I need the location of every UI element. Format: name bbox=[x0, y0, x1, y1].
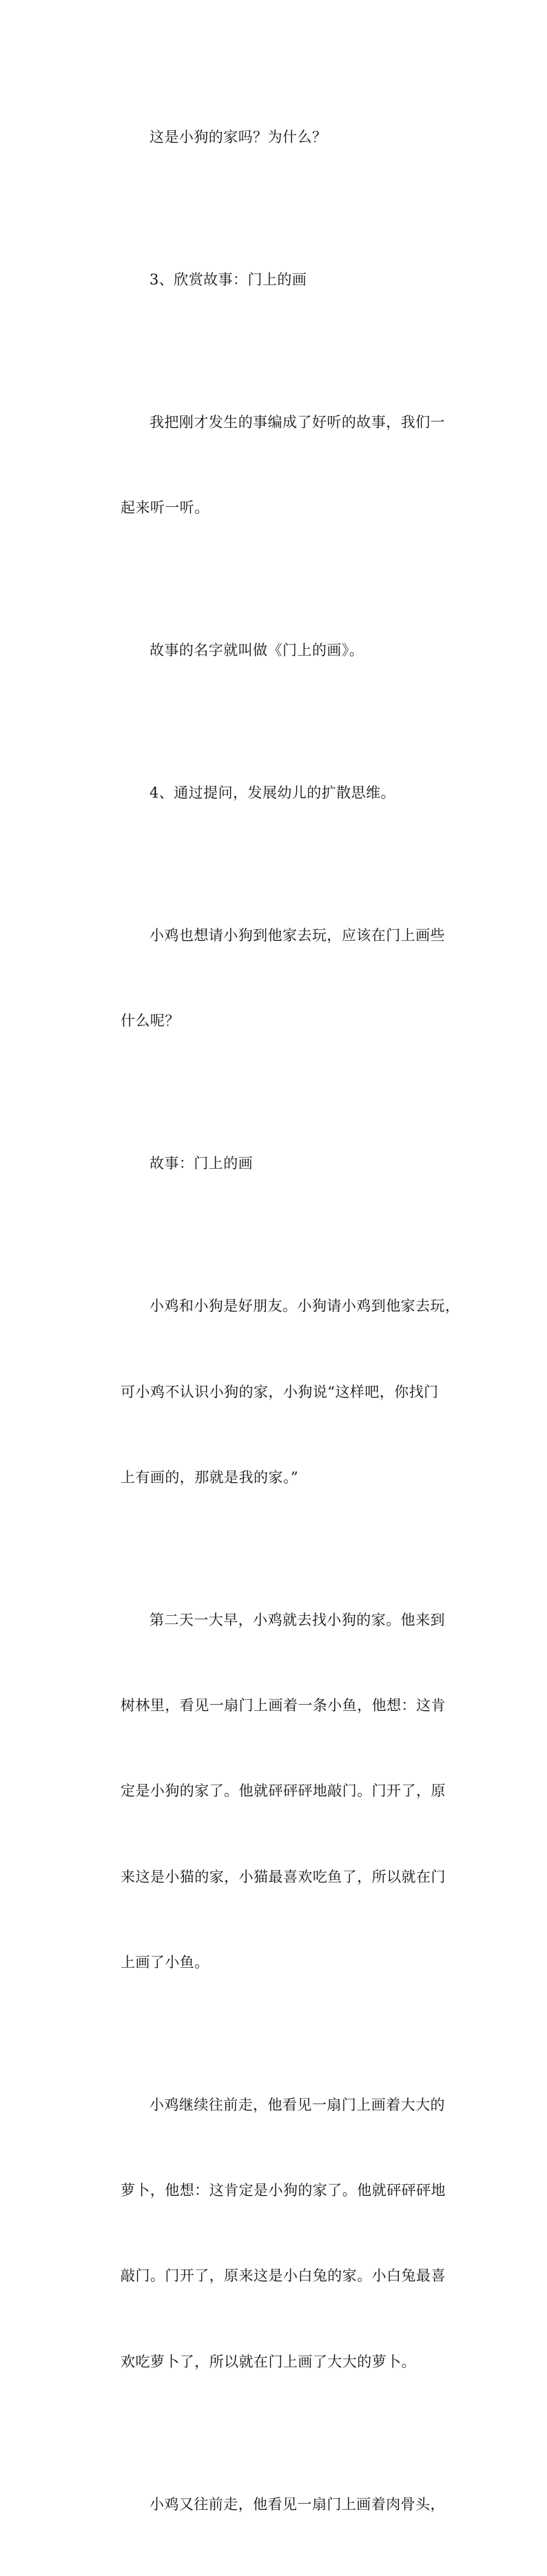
text-line: 4、通过提问，发展幼儿的扩散思维。 bbox=[149, 785, 396, 802]
paragraph bbox=[92, 579, 460, 722]
text-line: 上画了小鱼。 bbox=[121, 1953, 209, 1971]
text-line: 定是小狗的家了。他就砰砰砰地敲门。门开了，原 bbox=[121, 1783, 446, 1800]
paragraph bbox=[92, 1236, 460, 1549]
text-line: 小鸡又往前走，他看见一扇门上画着肉骨头， bbox=[149, 2495, 445, 2513]
document-body bbox=[92, 66, 460, 2576]
paragraph bbox=[92, 209, 460, 351]
text-line: 敲门。门开了，原来这是小白兔的家。小白兔最喜 bbox=[121, 2267, 446, 2285]
text-line: 欢吃萝卜了，所以就在门上画了大大的萝卜。 bbox=[121, 2353, 416, 2370]
text-line: 上有画的，那就是我的家。” bbox=[121, 1468, 299, 1486]
text-line: 第二天一大早，小鸡就去找小狗的家。他来到 bbox=[149, 1611, 445, 1628]
text-line: 故事：门上的画 bbox=[149, 1155, 254, 1172]
text-line: 小鸡继续往前走，他看见一扇门上画着大大的 bbox=[149, 2096, 445, 2113]
text-line: 起来听一听。 bbox=[121, 499, 209, 517]
text-line: 树林里，看见一扇门上画着一条小鱼，他想：这肯 bbox=[121, 1697, 446, 1714]
paragraph bbox=[92, 66, 460, 209]
paragraph bbox=[92, 351, 460, 579]
text-line: 我把刚才发生的事编成了好听的故事，我们一 bbox=[149, 413, 445, 430]
text-line: 萝卜，他想：这肯定是小狗的家了。他就砰砰砰地 bbox=[121, 2182, 446, 2199]
paragraph bbox=[92, 2034, 460, 2433]
paragraph bbox=[92, 2433, 460, 2576]
text-line: 来这是小猫的家，小猫最喜欢吃鱼了，所以就在门 bbox=[121, 1868, 446, 1885]
paragraph bbox=[92, 1549, 460, 2034]
paragraph bbox=[92, 1093, 460, 1236]
text-line: 3、欣赏故事：门上的画 bbox=[149, 271, 307, 288]
paragraph bbox=[92, 722, 460, 864]
text-line: 这是小狗的家吗？为什么？ bbox=[149, 128, 327, 145]
text-line: 小鸡和小狗是好朋友。小狗请小鸡到他家去玩， bbox=[149, 1298, 460, 1315]
paragraph bbox=[92, 864, 460, 1092]
text-line: 什么呢？ bbox=[121, 1012, 180, 1030]
text-line: 小鸡也想请小狗到他家去玩，应该在门上画些 bbox=[149, 927, 445, 944]
text-line: 故事的名字就叫做《门上的画》。 bbox=[149, 642, 364, 659]
text-line: 可小鸡不认识小狗的家，小狗说“这样吧，你找门 bbox=[121, 1383, 439, 1400]
